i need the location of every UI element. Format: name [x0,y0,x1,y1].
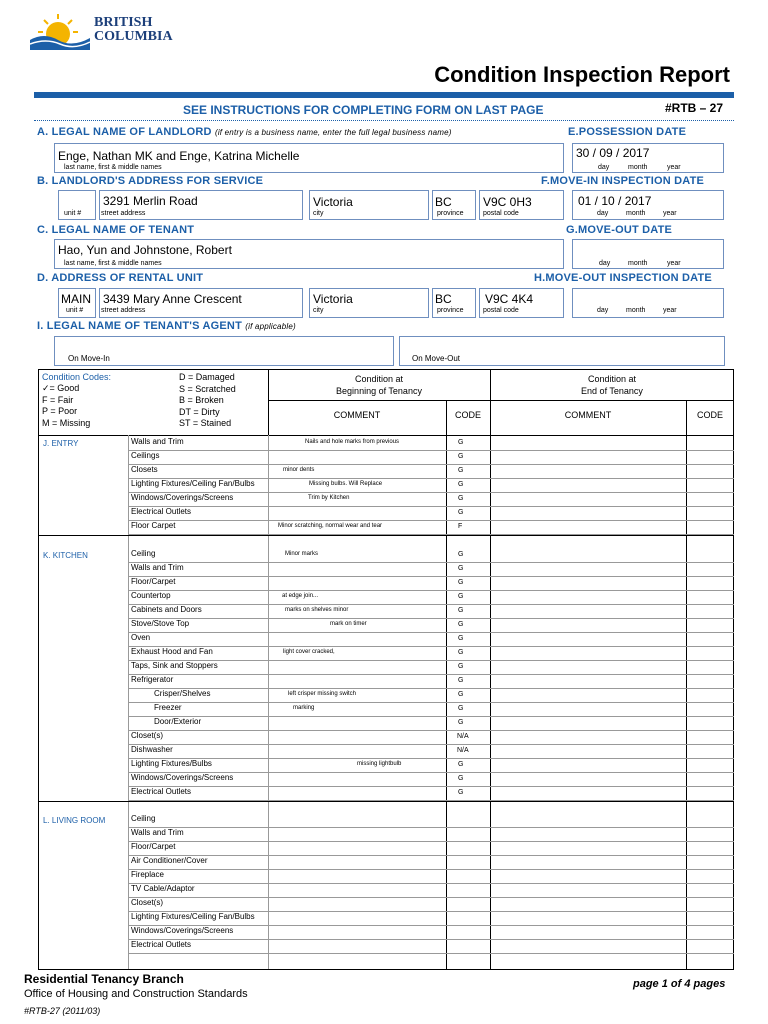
table-row-code[interactable]: G [458,565,464,572]
rental-city-label: city [313,307,324,314]
footer-branch: Residential Tenancy Branch [24,972,184,986]
table-row-item: Windows/Coverings/Screens [131,926,234,935]
table-row-divider [128,506,734,507]
move-in-inspection-date-value: 01 / 10 / 2017 [578,194,652,208]
table-row-divider [128,688,734,689]
table-row-comment[interactable]: Trim by Kitchen [308,495,350,501]
table-row-item: Windows/Coverings/Screens [131,493,234,502]
table-row-code[interactable]: G [458,593,464,600]
date-day-label: day [597,307,609,314]
end-tenancy-header: Condition at End of Tenancy [581,374,643,396]
table-row-divider [128,744,734,745]
table-row-item: Walls and Trim [131,437,184,446]
table-header-bottom [38,435,734,436]
table-row-item: Dishwasher [131,745,173,754]
table-row-item: Lighting Fixtures/Ceiling Fan/Bulbs [131,479,255,488]
table-row-item: Air Conditioner/Cover [131,856,208,865]
table-row-item: Refrigerator [131,675,174,684]
section-i-note: (if applicable) [245,322,296,331]
table-row-code[interactable]: G [458,495,464,502]
table-row-code[interactable]: G [458,719,464,726]
table-row-item: Floor/Carpet [131,842,176,851]
table-row-divider [128,562,734,563]
table-row-divider [128,464,734,465]
table-row-item: Taps, Sink and Stoppers [131,661,218,670]
table-row-code[interactable]: G [458,467,464,474]
section-d-header: D. ADDRESS OF RENTAL UNIT [37,272,204,284]
table-row-code[interactable]: G [458,761,464,768]
rental-postal-value: V9C 4K4 [485,292,534,306]
rental-province-value: BC [435,292,452,306]
condition-code-item: S = Scratched [179,383,236,394]
rental-unit-value: MAIN [61,292,91,306]
section-c-header: C. LEGAL NAME OF TENANT [37,224,195,236]
room-section-divider [38,969,734,970]
date-year-label: year [663,307,677,314]
table-row-code[interactable]: G [458,439,464,446]
date-month-label: month [626,307,646,314]
table-row-divider [128,646,734,647]
landlord-street-label: street address [101,210,146,217]
table-row-item: Exhaust Hood and Fan [131,647,213,656]
condition-code-item: B = Broken [179,395,224,405]
table-row-divider [128,939,734,940]
table-row-item: Lighting Fixtures/Bulbs [131,759,212,768]
logo-line2: COLUMBIA [94,29,173,44]
table-row-item: Floor Carpet [131,521,176,530]
table-row-divider [128,520,734,521]
landlord-name-sublabel: last name, first & middle names [64,164,162,171]
date-month-label: month [628,260,648,267]
agent-move-out-label: On Move-Out [412,354,461,363]
room-section-divider [38,801,734,802]
table-row-code[interactable]: G [458,649,464,656]
table-row-item: Floor/Carpet [131,577,176,586]
table-row-code[interactable]: G [458,509,464,516]
table-row-divider [128,604,734,605]
table-row-code[interactable]: G [458,789,464,796]
landlord-name-value: Enge, Nathan MK and Enge, Katrina Michelle [58,149,300,163]
tenant-name-value: Hao, Yun and Johnstone, Robert [58,243,232,257]
table-row-code[interactable]: G [458,453,464,460]
date-year-label: year [663,210,677,217]
table-row-comment[interactable]: Minor scratching, normal wear and tear [278,523,383,529]
room-section-label: J. ENTRY [43,439,79,448]
table-row-comment[interactable]: Missing bulbs. Will Replace [309,481,383,487]
section-e-header: E.POSSESSION DATE [568,126,687,138]
condition-code-item: D = Damaged [179,372,235,382]
table-row-divider [128,450,734,451]
table-divider [686,400,687,970]
move-out-date-field[interactable] [572,239,724,269]
table-row-code[interactable]: G [458,663,464,670]
table-row-divider [128,632,734,633]
table-row-code[interactable]: N/A [457,733,469,740]
table-row-item: Ceilings [131,451,160,460]
table-row-comment[interactable]: left crisper missing switch [288,691,357,697]
table-row-code[interactable]: G [458,677,464,684]
section-i-header: I. LEGAL NAME OF TENANT'S AGENT (if applicable) [37,320,296,332]
table-row-comment[interactable]: light cover cracked, [283,649,335,655]
table-row-comment[interactable]: missing lightbulb [357,761,402,767]
date-day-label: day [597,210,609,217]
table-row-item: Oven [131,633,151,642]
landlord-street-value: 3291 Merlin Road [103,194,198,208]
room-section-label: L. LIVING ROOM [43,816,106,825]
date-year-label: year [667,164,681,171]
table-row-divider [128,660,734,661]
begin-code-header: CODE [454,410,481,420]
table-row-code[interactable]: G [458,607,464,614]
table-row-item: Door/Exterior [154,717,202,726]
table-row-code[interactable]: G [458,621,464,628]
table-row-comment[interactable]: mark on timer [330,621,367,627]
table-row-code[interactable]: G [458,481,464,488]
landlord-postal-value: V9C 0H3 [483,195,532,209]
room-section-divider [38,535,734,536]
table-row-item: Fireplace [131,870,164,879]
rental-province-label: province [437,307,464,314]
table-row-divider [128,883,734,884]
rental-city-value: Victoria [313,292,353,306]
tenant-name-sublabel: last name, first & middle names [64,260,162,267]
table-row-comment[interactable]: Minor marks [285,551,319,557]
begin-comment-header: COMMENT [333,410,381,420]
possession-date-value: 30 / 09 / 2017 [576,146,650,160]
rental-postal-label: postal code [483,307,519,314]
condition-code-item: ✓= Good [42,383,80,393]
table-row-divider [128,730,734,731]
table-row-item: Electrical Outlets [131,940,192,949]
date-year-label: year [667,260,681,267]
table-row-divider [128,855,734,856]
table-divider [446,400,447,970]
codes-title: Condition Codes: [42,372,112,382]
table-divider [490,369,491,970]
page-title: Condition Inspection Report [434,62,730,87]
table-row-item: Walls and Trim [131,563,184,572]
table-row-item: Crisper/Shelves [154,689,211,698]
condition-code-item: ST = Stained [179,418,232,428]
table-row-item: Electrical Outlets [131,787,192,796]
table-row-code[interactable]: N/A [457,747,469,754]
rental-street-value: 3439 Mary Anne Crescent [103,292,242,306]
table-row-item: Walls and Trim [131,828,184,837]
table-row-comment[interactable]: marking [293,705,315,711]
date-day-label: day [598,164,610,171]
table-row-divider [128,674,734,675]
section-a-note: (if entry is a business name, enter the full legal business name) [214,128,452,137]
landlord-province-value: BC [435,195,452,209]
table-row-item: Ceiling [131,814,156,823]
table-row-divider [128,897,734,898]
landlord-city-value: Victoria [313,195,353,209]
bc-logo [30,12,173,52]
date-day-label: day [599,260,611,267]
agent-move-in-label: On Move-In [68,354,110,363]
table-row-divider [128,786,734,787]
condition-code-item: M = Missing [42,417,91,428]
table-row-divider [128,590,734,591]
table-row-item: Countertop [131,591,171,600]
table-row-code[interactable]: G [458,579,464,586]
table-row-code[interactable]: G [458,705,464,712]
room-section-label: K. KITCHEN [43,551,88,560]
table-row-divider [128,618,734,619]
section-h-header: H.MOVE-OUT INSPECTION DATE [534,272,712,284]
section-g-header: G.MOVE-OUT DATE [566,224,673,236]
dotted-divider [34,120,734,121]
footer-form-ref: #RTB-27 (2011/03) [24,1006,101,1016]
table-row-code[interactable]: F [458,523,463,530]
table-row-comment[interactable]: minor dents [283,467,315,473]
condition-code-item: DT = Dirty [179,406,220,417]
table-subheader-top [268,400,734,401]
footer-page-number: page 1 of 4 pages [633,978,726,990]
condition-code-item: F = Fair [42,394,74,405]
end-comment-header: COMMENT [564,410,612,420]
rental-unit-label: unit # [66,307,84,314]
table-row-item: TV Cable/Adaptor [131,884,195,893]
rental-street-label: street address [101,307,146,314]
condition-code-item: P = Poor [42,406,78,416]
table-row-item: Stove/Stove Top [131,619,190,628]
table-row-item: Lighting Fixtures/Ceiling Fan/Bulbs [131,912,255,921]
table-row-item: Electrical Outlets [131,507,192,516]
landlord-unit-label: unit # [64,210,82,217]
table-row-comment[interactable]: at edge join... [282,593,319,599]
table-row-item: Ceiling [131,549,156,558]
table-row-code[interactable]: G [458,691,464,698]
move-out-inspection-date-field[interactable] [572,288,724,318]
table-row-comment[interactable]: marks on shelves minor [285,607,349,613]
table-row-item: Closets [131,465,158,474]
landlord-postal-label: postal code [483,210,519,217]
table-row-divider [128,758,734,759]
table-row-item: Cabinets and Doors [131,605,202,614]
bc-sun-icon [30,12,94,50]
table-row-code[interactable]: G [458,635,464,642]
table-row-item: Closet(s) [131,898,164,907]
date-month-label: month [626,210,646,217]
table-row-divider [128,827,734,828]
date-month-label: month [628,164,648,171]
table-row-item: Windows/Coverings/Screens [131,773,234,782]
logo-line1: BRITISH [94,15,153,30]
table-row-code[interactable]: G [458,775,464,782]
table-row-divider [128,953,734,954]
table-row-comment[interactable]: Nails and hole marks from previous [305,439,400,445]
title-rule [34,92,734,98]
table-row-item: Freezer [154,703,182,712]
table-row-divider [128,841,734,842]
footer-office: Office of Housing and Construction Standards [24,988,248,1000]
table-row-divider [128,576,734,577]
end-code-header: CODE [696,410,723,420]
landlord-province-label: province [437,210,464,217]
section-a-header: A. LEGAL NAME OF LANDLORD (if entry is a business name, enter the full legal business name) [37,126,452,138]
instructions-link[interactable]: SEE INSTRUCTIONS FOR COMPLETING FORM ON LAST PAGE [183,103,544,117]
landlord-city-label: city [313,210,324,217]
table-row-divider [128,702,734,703]
section-f-header: F.MOVE-IN INSPECTION DATE [541,175,705,187]
section-b-header: B. LANDLORD'S ADDRESS FOR SERVICE [37,175,264,187]
table-row-item: Closet(s) [131,731,164,740]
table-row-divider [128,869,734,870]
form-number: #RTB – 27 [665,101,724,115]
table-row-code[interactable]: G [458,551,464,558]
begin-tenancy-header: Condition at Beginning of Tenancy [336,374,422,396]
table-row-divider [128,716,734,717]
